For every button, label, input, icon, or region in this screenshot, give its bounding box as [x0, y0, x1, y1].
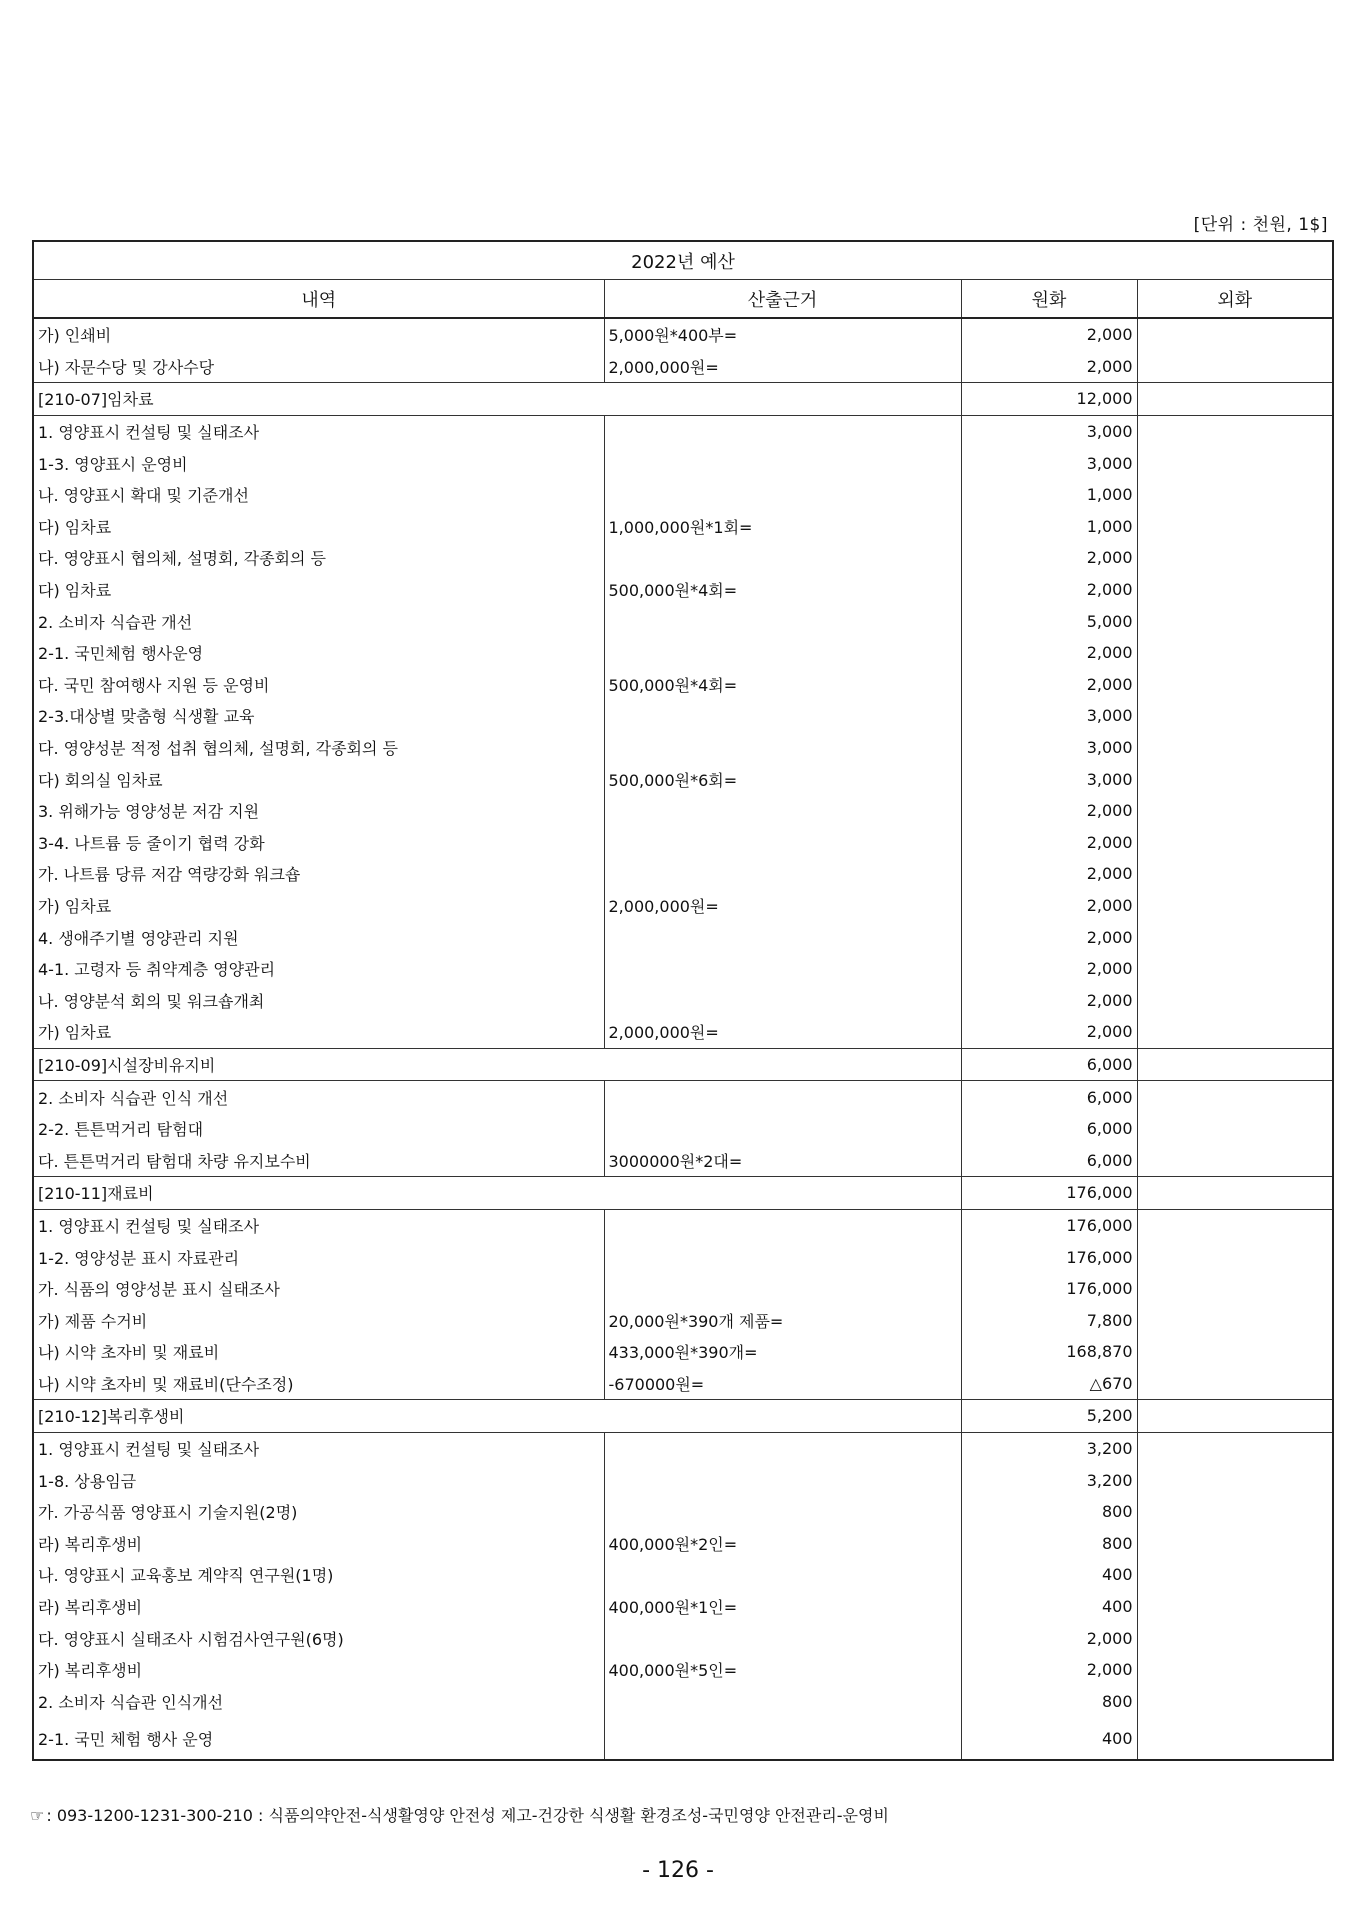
- row-foreign: [1137, 700, 1333, 732]
- row-foreign: [1137, 511, 1333, 543]
- row-basis: [604, 1241, 961, 1273]
- row-item: 나. 영양표시 교육홍보 계약직 연구원(1명): [33, 1559, 604, 1591]
- table-row: [33, 1304, 1333, 1336]
- row-item: 가) 임차료: [33, 890, 604, 922]
- row-krw: 2,000: [961, 827, 1137, 859]
- row-basis: [604, 1081, 961, 1113]
- row-krw: 2,000: [961, 542, 1137, 574]
- row-item: 4. 생애주기별 영양관리 지원: [33, 921, 604, 953]
- row-foreign: [1137, 1016, 1333, 1048]
- row-item: 다) 임차료: [33, 511, 604, 543]
- row-item: 1-8. 상용임금: [33, 1464, 604, 1496]
- table-row: [33, 1432, 1333, 1464]
- table-row: [33, 984, 1333, 1016]
- row-foreign: [1137, 1686, 1333, 1718]
- row-basis: 2,000,000원=: [604, 890, 961, 922]
- table-row: [33, 1528, 1333, 1560]
- row-item: 2-3.대상별 맞춤형 식생활 교육: [33, 700, 604, 732]
- row-krw: 2,000: [961, 890, 1137, 922]
- row-basis: [604, 542, 961, 574]
- row-item: 다. 국민 참여행사 지원 등 운영비: [33, 669, 604, 701]
- table-row: [33, 669, 1333, 701]
- row-krw: 400: [961, 1559, 1137, 1591]
- row-krw: 2,000: [961, 921, 1137, 953]
- row-item: 1-3. 영양표시 운영비: [33, 447, 604, 479]
- header-row-columns: [33, 280, 1333, 319]
- row-item: 1. 영양표시 컨설팅 및 실태조사: [33, 1432, 604, 1464]
- table-row: [33, 890, 1333, 922]
- row-basis: [604, 1686, 961, 1718]
- row-basis: [604, 1464, 961, 1496]
- footnote-text: : 093-1200-1231-300-210 : 식품의약안전-식생활영양 안전성 제고-건강한 식생활 환경조성-국민영양 안전관리-운영비: [46, 1806, 889, 1825]
- category-row: [33, 1177, 1333, 1210]
- row-item: 다) 회의실 임차료: [33, 763, 604, 795]
- row-foreign: [1137, 890, 1333, 922]
- row-foreign: [1137, 795, 1333, 827]
- row-foreign: [1137, 1432, 1333, 1464]
- table-row: [33, 1144, 1333, 1176]
- row-basis: [604, 1432, 961, 1464]
- row-basis: [604, 1717, 961, 1760]
- row-item: 가. 가공식품 영양표시 기술지원(2명): [33, 1496, 604, 1528]
- table-row: [33, 1717, 1333, 1760]
- row-krw: 168,870: [961, 1336, 1137, 1368]
- row-foreign: [1137, 351, 1333, 383]
- table-row: [33, 1559, 1333, 1591]
- row-krw: 2,000: [961, 795, 1137, 827]
- row-krw: 800: [961, 1496, 1137, 1528]
- row-basis: [604, 479, 961, 511]
- row-basis: [604, 700, 961, 732]
- col-header-basis: 산출근거: [604, 280, 961, 319]
- row-krw: 6,000: [961, 1081, 1137, 1113]
- row-basis: 5,000원*400부=: [604, 318, 961, 351]
- row-basis: 2,000,000원=: [604, 1016, 961, 1048]
- row-krw: 176,000: [961, 1177, 1137, 1210]
- row-item: 다. 영양표시 실태조사 시험검사연구원(6명): [33, 1622, 604, 1654]
- row-krw: 800: [961, 1686, 1137, 1718]
- row-foreign: [1137, 1209, 1333, 1241]
- header-row-year: [33, 241, 1333, 280]
- row-basis: [604, 1622, 961, 1654]
- row-krw: 6,000: [961, 1144, 1137, 1176]
- row-krw: 800: [961, 1528, 1137, 1560]
- row-foreign: [1137, 1559, 1333, 1591]
- row-krw: 3,000: [961, 415, 1137, 447]
- row-krw: 3,200: [961, 1432, 1137, 1464]
- row-item: 2-1. 국민체험 행사운영: [33, 637, 604, 669]
- row-krw: 2,000: [961, 1622, 1137, 1654]
- table-row: [33, 700, 1333, 732]
- row-krw: 2,000: [961, 318, 1137, 351]
- row-foreign: [1137, 1273, 1333, 1305]
- col-header-krw: 원화: [961, 280, 1137, 319]
- row-foreign: [1137, 1717, 1333, 1760]
- row-basis: [604, 605, 961, 637]
- row-basis: [604, 953, 961, 985]
- table-row: [33, 351, 1333, 383]
- row-krw: 2,000: [961, 1016, 1137, 1048]
- table-row: [33, 1241, 1333, 1273]
- row-krw: 3,000: [961, 763, 1137, 795]
- row-foreign: [1137, 732, 1333, 764]
- row-item: 나. 영양분석 회의 및 워크숍개최: [33, 984, 604, 1016]
- row-item: 나) 자문수당 및 강사수당: [33, 351, 604, 383]
- row-krw: 2,000: [961, 574, 1137, 606]
- row-item: 2. 소비자 식습관 인식 개선: [33, 1081, 604, 1113]
- category-label: [210-11]재료비: [33, 1177, 961, 1210]
- category-label: [210-07]임차료: [33, 383, 961, 416]
- row-foreign: [1137, 953, 1333, 985]
- row-item: 3. 위해가능 영양성분 저감 지원: [33, 795, 604, 827]
- row-item: 1-2. 영양성분 표시 자료관리: [33, 1241, 604, 1273]
- table-row: [33, 1686, 1333, 1718]
- row-krw: 5,000: [961, 605, 1137, 637]
- row-foreign: [1137, 479, 1333, 511]
- row-basis: 20,000원*390개 제품=: [604, 1304, 961, 1336]
- table-row: [33, 1368, 1333, 1400]
- table-row: [33, 1336, 1333, 1368]
- row-item: 다) 임차료: [33, 574, 604, 606]
- row-basis: 400,000원*1인=: [604, 1591, 961, 1623]
- row-item: 2. 소비자 식습관 인식개선: [33, 1686, 604, 1718]
- row-krw: 3,200: [961, 1464, 1137, 1496]
- table-row: [33, 858, 1333, 890]
- row-krw: 1,000: [961, 511, 1137, 543]
- row-item: 가) 인쇄비: [33, 318, 604, 351]
- row-krw: 2,000: [961, 351, 1137, 383]
- row-krw: 2,000: [961, 953, 1137, 985]
- row-foreign: [1137, 1113, 1333, 1145]
- row-foreign: [1137, 318, 1333, 351]
- table-row: [33, 1496, 1333, 1528]
- row-basis: 1,000,000원*1회=: [604, 511, 961, 543]
- row-krw: 2,000: [961, 637, 1137, 669]
- row-krw: 176,000: [961, 1209, 1137, 1241]
- row-foreign: [1137, 1368, 1333, 1400]
- row-foreign: [1137, 1654, 1333, 1686]
- row-basis: 500,000원*6회=: [604, 763, 961, 795]
- row-basis: [604, 1113, 961, 1145]
- row-foreign: [1137, 858, 1333, 890]
- row-foreign: [1137, 921, 1333, 953]
- row-krw: 400: [961, 1717, 1137, 1760]
- table-row: [33, 415, 1333, 447]
- table-row: [33, 732, 1333, 764]
- row-basis: 3000000원*2대=: [604, 1144, 961, 1176]
- row-foreign: [1137, 1622, 1333, 1654]
- row-krw: 2,000: [961, 858, 1137, 890]
- unit-note: [단위 : 천원, 1$]: [1193, 215, 1328, 235]
- table-row: [33, 542, 1333, 574]
- category-row: [33, 1400, 1333, 1433]
- pointing-hand-icon: ☞: [30, 1806, 45, 1825]
- row-item: 다. 튼튼먹거리 탐험대 차량 유지보수비: [33, 1144, 604, 1176]
- row-item: 가) 제품 수거비: [33, 1304, 604, 1336]
- table-row: [33, 1654, 1333, 1686]
- row-item: 나) 시약 초자비 및 재료비(단수조정): [33, 1368, 604, 1400]
- row-foreign: [1137, 763, 1333, 795]
- page-number: - 126 -: [642, 1858, 714, 1883]
- category-row: [33, 1048, 1333, 1081]
- table-row: [33, 763, 1333, 795]
- row-basis: [604, 637, 961, 669]
- row-foreign: [1137, 1177, 1333, 1210]
- row-krw: △670: [961, 1368, 1137, 1400]
- row-krw: 6,000: [961, 1048, 1137, 1081]
- row-item: 나) 시약 초자비 및 재료비: [33, 1336, 604, 1368]
- year-title: 2022년 예산: [33, 241, 1333, 280]
- row-foreign: [1137, 984, 1333, 1016]
- table-row: [33, 1273, 1333, 1305]
- table-row: [33, 318, 1333, 351]
- table-row: [33, 1591, 1333, 1623]
- row-basis: [604, 1559, 961, 1591]
- table-row: [33, 479, 1333, 511]
- row-item: 가) 임차료: [33, 1016, 604, 1048]
- row-basis: 400,000원*5인=: [604, 1654, 961, 1686]
- row-item: 2. 소비자 식습관 개선: [33, 605, 604, 637]
- table-row: [33, 953, 1333, 985]
- row-item: 1. 영양표시 컨설팅 및 실태조사: [33, 415, 604, 447]
- row-basis: 400,000원*2인=: [604, 1528, 961, 1560]
- table-row: [33, 637, 1333, 669]
- row-basis: 433,000원*390개=: [604, 1336, 961, 1368]
- row-krw: 2,000: [961, 1654, 1137, 1686]
- row-item: 4-1. 고령자 등 취약계층 영양관리: [33, 953, 604, 985]
- row-foreign: [1137, 574, 1333, 606]
- table-row: [33, 1113, 1333, 1145]
- category-row: [33, 383, 1333, 416]
- row-item: 다. 영양표시 협의체, 설명회, 각종회의 등: [33, 542, 604, 574]
- row-foreign: [1137, 1400, 1333, 1433]
- row-foreign: [1137, 669, 1333, 701]
- row-item: 2-1. 국민 체험 행사 운영: [33, 1717, 604, 1760]
- row-foreign: [1137, 1591, 1333, 1623]
- row-foreign: [1137, 637, 1333, 669]
- table-row: [33, 921, 1333, 953]
- table-row: [33, 605, 1333, 637]
- row-item: 1. 영양표시 컨설팅 및 실태조사: [33, 1209, 604, 1241]
- row-krw: 3,000: [961, 447, 1137, 479]
- table-row: [33, 511, 1333, 543]
- row-item: 2-2. 튼튼먹거리 탐험대: [33, 1113, 604, 1145]
- row-basis: [604, 858, 961, 890]
- row-basis: [604, 921, 961, 953]
- table-row: [33, 1081, 1333, 1113]
- row-item: 라) 복리후생비: [33, 1528, 604, 1560]
- row-basis: [604, 447, 961, 479]
- row-krw: 176,000: [961, 1241, 1137, 1273]
- table-row: [33, 1209, 1333, 1241]
- row-foreign: [1137, 605, 1333, 637]
- row-krw: 176,000: [961, 1273, 1137, 1305]
- row-foreign: [1137, 1048, 1333, 1081]
- row-basis: 500,000원*4회=: [604, 669, 961, 701]
- row-basis: [604, 984, 961, 1016]
- row-basis: -670000원=: [604, 1368, 961, 1400]
- row-item: 라) 복리후생비: [33, 1591, 604, 1623]
- category-label: [210-12]복리후생비: [33, 1400, 961, 1433]
- row-foreign: [1137, 1081, 1333, 1113]
- row-krw: 400: [961, 1591, 1137, 1623]
- row-foreign: [1137, 1241, 1333, 1273]
- row-krw: 3,000: [961, 700, 1137, 732]
- row-item: 3-4. 나트륨 등 줄이기 협력 강화: [33, 827, 604, 859]
- row-basis: [604, 1496, 961, 1528]
- row-basis: [604, 732, 961, 764]
- row-foreign: [1137, 1464, 1333, 1496]
- row-item: 가. 식품의 영양성분 표시 실태조사: [33, 1273, 604, 1305]
- row-foreign: [1137, 827, 1333, 859]
- row-krw: 7,800: [961, 1304, 1137, 1336]
- row-foreign: [1137, 415, 1333, 447]
- footnote: [30, 1803, 889, 1826]
- budget-table: [32, 240, 1334, 1761]
- row-foreign: [1137, 447, 1333, 479]
- row-basis: [604, 1209, 961, 1241]
- row-item: 가. 나트륨 당류 저감 역량강화 워크숍: [33, 858, 604, 890]
- col-header-foreign: 외화: [1137, 280, 1333, 319]
- table-row: [33, 447, 1333, 479]
- table-row: [33, 574, 1333, 606]
- row-basis: 500,000원*4회=: [604, 574, 961, 606]
- row-basis: 2,000,000원=: [604, 351, 961, 383]
- row-foreign: [1137, 1496, 1333, 1528]
- row-foreign: [1137, 1144, 1333, 1176]
- row-krw: 1,000: [961, 479, 1137, 511]
- row-basis: [604, 795, 961, 827]
- row-krw: 5,200: [961, 1400, 1137, 1433]
- row-foreign: [1137, 1336, 1333, 1368]
- row-krw: 2,000: [961, 669, 1137, 701]
- category-label: [210-09]시설장비유지비: [33, 1048, 961, 1081]
- row-krw: 12,000: [961, 383, 1137, 416]
- row-foreign: [1137, 542, 1333, 574]
- table-row: [33, 827, 1333, 859]
- table-row: [33, 1016, 1333, 1048]
- row-foreign: [1137, 1304, 1333, 1336]
- row-basis: [604, 1273, 961, 1305]
- row-krw: 3,000: [961, 732, 1137, 764]
- row-krw: 2,000: [961, 984, 1137, 1016]
- row-foreign: [1137, 1528, 1333, 1560]
- row-item: 다. 영양성분 적정 섭취 협의체, 설명회, 각종회의 등: [33, 732, 604, 764]
- table-row: [33, 795, 1333, 827]
- row-krw: 6,000: [961, 1113, 1137, 1145]
- row-foreign: [1137, 383, 1333, 416]
- row-item: 가) 복리후생비: [33, 1654, 604, 1686]
- row-basis: [604, 415, 961, 447]
- col-header-item: 내역: [33, 280, 604, 319]
- table-row: [33, 1622, 1333, 1654]
- row-basis: [604, 827, 961, 859]
- row-item: 나. 영양표시 확대 및 기준개선: [33, 479, 604, 511]
- table-row: [33, 1464, 1333, 1496]
